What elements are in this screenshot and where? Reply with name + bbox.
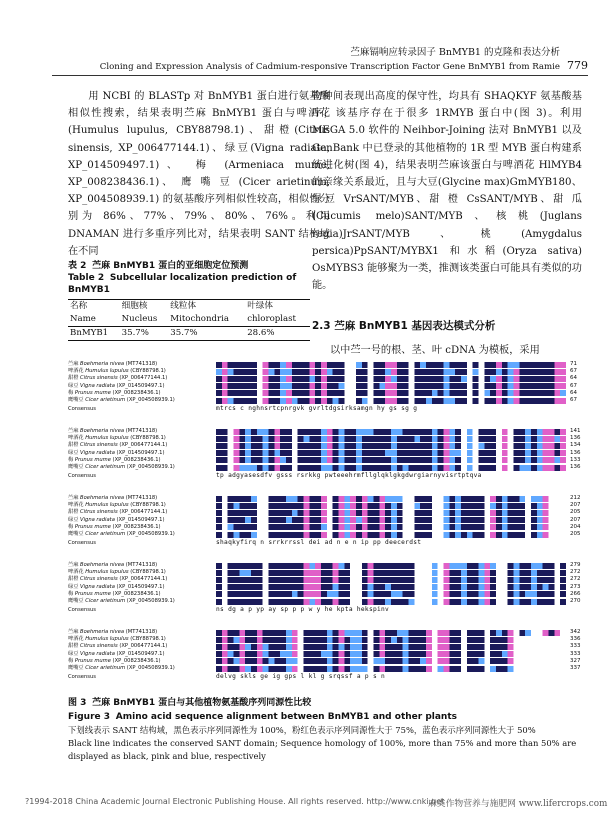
alignment-block: [68, 495, 586, 557]
cell-nucleus: 35.7%: [120, 327, 169, 341]
figure-label-cn: 图 3: [68, 698, 87, 708]
species-label: [68, 531, 175, 538]
th-mito-cn: 线粒体: [168, 300, 245, 314]
sequence-alignment-figure: [68, 361, 586, 691]
species-label: [68, 450, 165, 457]
species-latin: Boehmeria nivea: [80, 361, 125, 367]
species-label: [68, 383, 165, 390]
running-title-en: Cloning and Expression Analysis of Cadmium-responsive Transcription Factor Gene BnMYB1 from Ramie: [99, 62, 560, 72]
th-chloro-en: chloroplast: [245, 313, 310, 327]
watermark-site: 麻类作物营养与施肥网 www.lifercrops.com: [428, 799, 608, 809]
alignment-block: [68, 629, 586, 691]
species-latin: Boehmeria nivea: [80, 629, 125, 635]
section-heading: 2.3 苎麻 BnMYB1 基因表达模式分析: [312, 320, 496, 332]
figure-caption: [68, 697, 586, 763]
figure-title-cn: 苎麻 BnMYB1 蛋白与其他植物氨基酸序列同源性比较: [92, 698, 312, 708]
sequence-row: [216, 369, 566, 375]
species-cn: 苎麻: [68, 495, 81, 501]
localization-table: [68, 299, 310, 341]
species-cn: 甜橙: [68, 509, 81, 516]
species-cn: 甜橙: [68, 442, 81, 449]
species-label: [68, 457, 161, 464]
species-latin: Humulus lupulus: [85, 502, 129, 509]
species-cn: 啤酒花: [68, 569, 86, 576]
cell-chloro: 28.6%: [245, 327, 310, 341]
cell-mito: 35.7%: [168, 327, 245, 341]
species-accession: (XP_014509497.1): [114, 382, 165, 389]
species-cn: 梅: [68, 456, 75, 463]
species-latin: Boehmeria nivea: [80, 495, 125, 501]
sequence-row: [216, 436, 566, 442]
species-cn: 梅: [68, 523, 75, 530]
alignment-block: [68, 361, 586, 423]
species-accession: (XP_014509497.1): [114, 449, 165, 456]
sequence-end-number: 327: [570, 657, 581, 664]
species-accession: (XP_006477144.1): [117, 643, 168, 650]
sequence-row: [216, 591, 566, 597]
consensus-label: Consensus: [68, 473, 96, 479]
species-accession: (XP_006477144.1): [117, 442, 168, 449]
th-chloro-cn: 叶绿体: [245, 300, 310, 314]
th-name-en: Name: [68, 313, 120, 327]
species-latin: Cicer arietinum: [85, 397, 126, 403]
species-cn: 绿豆: [68, 449, 81, 456]
sequence-row: [216, 630, 566, 636]
sequence-row: [216, 465, 566, 471]
sequence-row: [216, 651, 566, 657]
sequence-end-number: 133: [570, 456, 581, 463]
figure-caption-cn-line: [68, 697, 586, 711]
running-title-cn: 苎麻镉响应转录因子 BnMYB1 的克隆和表达分析: [350, 47, 560, 58]
species-accession: (XP_008238436.1): [110, 456, 161, 463]
species-latin: Cicer arietinum: [85, 665, 126, 671]
species-cn: 梅: [68, 657, 75, 664]
species-cn: 梅: [68, 389, 75, 396]
species-label: [68, 375, 167, 382]
species-latin: Vigna radiata: [80, 516, 115, 523]
sequence-end-number: 279: [570, 562, 581, 568]
species-cn: 绿豆: [68, 516, 81, 523]
species-latin: Citrus sinensis: [80, 509, 118, 516]
sequence-end-number: 136: [570, 464, 581, 470]
species-accession: (XP_008238436.1): [110, 657, 161, 664]
sequence-end-number: 207: [570, 516, 581, 523]
sequence-end-number: 212: [570, 495, 581, 501]
page-number: 779: [567, 59, 588, 72]
species-accession: (XP_004508939.1): [125, 397, 175, 403]
species-accession: (MT741318): [124, 361, 158, 367]
species-cn: 绿豆: [68, 583, 81, 590]
sequence-row: [216, 644, 566, 650]
header-rule: [52, 75, 588, 76]
table-label-en: Table 2: [68, 273, 105, 283]
sequence-end-number: 266: [570, 590, 581, 597]
species-accession: (CBY88798.1): [128, 368, 166, 375]
species-accession: (XP_014509497.1): [114, 583, 165, 590]
species-cn: 梅: [68, 590, 75, 597]
species-label: [68, 509, 167, 516]
sequence-end-number: 272: [570, 569, 581, 576]
species-accession: (XP_014509497.1): [114, 516, 165, 523]
sequence-end-number: 205: [570, 531, 581, 537]
species-latin: Boehmeria nivea: [80, 562, 125, 568]
table-title-cn: 苎麻 BnMYB1 蛋白的亚细胞定位预测: [92, 261, 249, 271]
sequence-end-number: 67: [570, 397, 577, 403]
sequence-row: [216, 457, 566, 463]
species-latin: Prunus mume: [74, 590, 111, 597]
species-cn: 鹰嘴豆: [68, 397, 86, 403]
species-latin: Humulus lupulus: [85, 569, 129, 576]
species-latin: Humulus lupulus: [85, 368, 129, 375]
species-label: [68, 576, 167, 583]
right-paragraph: 物种间表现出高度的保守性，均具有 SHAQKYF 氨基酸基序，该基序存在于很多 1RMYB 蛋白中(图 3)。利用 MEGA 5.0 软件的 Neihbor-Joining 法对 BnMYB1 以及 GenBank 中已登录的其他植物的 1R 型 MYB 蛋白构建系统进化树(图 4)，结果表明苎麻该蛋白与啤酒花 HlMYB4 的亲缘关系最近，且与大豆(Glycine max)GmMYB180、绿豆 VrSANT/MYB、甜 橙 CsSANT/MYB、甜 瓜 (Cucumis melo)SANT/MYB、核桃(Juglans regia)JrSANT/MYB、桃(Amygdalus persica)PpSANT/MYBX1 和水稻(Oryza sativa) OsMYBS3 能够聚为一类，推测该类蛋白可能具有类似的功能。: [312, 91, 582, 292]
species-accession: (XP_006477144.1): [117, 375, 168, 382]
species-latin: Boehmeria nivea: [80, 428, 125, 434]
consensus-label: Consensus: [68, 607, 96, 613]
sequence-end-number: 67: [570, 368, 577, 375]
species-label: [68, 517, 165, 524]
sequence-row: [216, 666, 566, 672]
figure-note-en: Black line indicates the conserved SANT domain; Sequence homology of 100%, more than 75% and more than 50% are displayed as black, pink and blue, respectively: [68, 738, 577, 761]
figure-label-en: Figure 3: [68, 711, 111, 722]
species-label: [68, 524, 161, 531]
table-2: [68, 260, 310, 341]
consensus-sequence: delvg skls ge ig gps l kl g srqssf a p s n: [216, 673, 386, 680]
table-label-cn: 表 2: [68, 261, 87, 271]
species-latin: Humulus lupulus: [85, 435, 129, 442]
species-latin: Citrus sinensis: [80, 576, 118, 583]
left-column: [68, 88, 330, 260]
sequence-row: [216, 584, 566, 590]
sequence-row: [216, 517, 566, 523]
consensus-sequence: ns dg a p yp ay sp p p w y he kpta hekspinv: [216, 606, 390, 613]
species-label: [68, 591, 161, 598]
species-label: [68, 598, 175, 605]
copyright-footer: ?1994-2018 China Academic Journal Electronic Publishing House. All rights reserved. http://www.cnki.net: [25, 797, 445, 806]
species-cn: 苎麻: [68, 361, 81, 367]
consensus-sequence: mtrcs c nghnsrtcpnrgvk gvrltdgsirksamgn hy gs sg g: [216, 405, 418, 412]
species-accession: (MT741318): [124, 495, 158, 501]
sequence-end-number: 336: [570, 636, 581, 643]
species-latin: Prunus mume: [74, 657, 111, 664]
sequence-row: [216, 443, 566, 449]
section-body: 以中苎一号的根、茎、叶 cDNA 为模板，采用: [330, 345, 540, 356]
table-header-cn: [68, 300, 310, 314]
species-accession: (XP_004508939.1): [125, 665, 175, 671]
species-latin: Humulus lupulus: [85, 636, 129, 643]
species-accession: (XP_008238436.1): [110, 523, 161, 530]
species-accession: (MT741318): [124, 428, 158, 434]
species-accession: (MT741318): [124, 629, 158, 635]
sequence-row: [216, 577, 566, 583]
species-accession: (XP_004508939.1): [125, 464, 175, 470]
species-cn: 鹰嘴豆: [68, 464, 86, 470]
species-accession: (CBY88798.1): [128, 569, 166, 576]
species-label: [68, 665, 175, 672]
figure-note-cn: 下划线表示 SANT 结构域，黑色表示序列同源性为 100%，粉红色表示序列同源性大于 75%，蓝色表示序列同源性大于 50%: [68, 725, 536, 735]
table-row: [68, 327, 310, 341]
species-latin: Prunus mume: [74, 523, 111, 530]
species-cn: 苎麻: [68, 428, 81, 434]
consensus-label: Consensus: [68, 406, 96, 412]
sequence-end-number: 342: [570, 629, 581, 635]
table-caption-cn: [68, 260, 310, 272]
species-accession: (XP_008238436.1): [110, 590, 161, 597]
left-paragraph: 用 NCBI 的 BLASTp 对 BnMYB1 蛋白进行氨基酸相似性搜索，结果表明苎麻 BnMYB1 蛋白与啤酒花(Humulus lupulus, CBY88798.1)、甜橙(Citrus sinensis, XP_006477144.1)、绿豆(Vigna radiata, XP_014509497.1)、 梅 (Armeniaca mume, XP_008238436.1)、 鹰 嘴 豆 (Cicer arietinum, XP_004508939.1) 的氨基酸序列相似性较高，相似性分别为 86%、77%、79%、80%、76%。利用 DNAMAN 进行多重序列比对，结果表明 SANT 结构域在不同: [68, 91, 330, 257]
sequence-row: [216, 563, 566, 569]
sequence-end-number: 204: [570, 523, 581, 530]
sequence-row: [216, 496, 566, 502]
species-latin: Vigna radiata: [80, 382, 115, 389]
species-latin: Citrus sinensis: [80, 442, 118, 449]
species-cn: 绿豆: [68, 382, 81, 389]
species-accession: (CBY88798.1): [128, 502, 166, 509]
sequence-row: [216, 390, 566, 396]
species-latin: Citrus sinensis: [80, 643, 118, 650]
alignment-block: [68, 428, 586, 490]
species-label: [68, 464, 175, 471]
table-title-en: Subcellular localization prediction of BnMYB1: [68, 273, 297, 295]
figure-title-en: Amino acid sequence alignment between BnMYB1 and other plants: [115, 711, 457, 722]
species-label: [68, 584, 165, 591]
species-latin: Cicer arietinum: [85, 598, 126, 604]
sequence-row: [216, 510, 566, 516]
table-header-en: [68, 313, 310, 327]
species-cn: 甜橙: [68, 375, 81, 382]
species-cn: 鹰嘴豆: [68, 531, 86, 537]
species-accession: (XP_014509497.1): [114, 650, 165, 657]
species-latin: Prunus mume: [74, 456, 111, 463]
sequence-row: [216, 398, 566, 404]
sequence-end-number: 134: [570, 442, 581, 449]
consensus-sequence: tp adgyasesdfv gsss rsrkkg pwteeehrmfllglqklgkgdwrgiarnyvisrtptqva: [216, 472, 482, 479]
species-accession: (XP_004508939.1): [125, 531, 175, 537]
right-column: [312, 88, 582, 294]
species-cn: 啤酒花: [68, 502, 86, 509]
species-accession: (XP_008238436.1): [110, 389, 161, 396]
species-accession: (MT741318): [124, 562, 158, 568]
sequence-end-number: 67: [570, 382, 577, 389]
th-nucleus-cn: 细胞核: [120, 300, 169, 314]
table-caption-en: [68, 272, 310, 296]
sequence-row: [216, 637, 566, 643]
species-cn: 鹰嘴豆: [68, 665, 86, 671]
sequence-row: [216, 376, 566, 382]
species-label: [68, 390, 161, 397]
species-latin: Prunus mume: [74, 389, 111, 396]
figure-caption-en-line: [68, 711, 586, 725]
species-latin: Cicer arietinum: [85, 531, 126, 537]
sequence-row: [216, 362, 566, 368]
th-name-cn: 名称: [68, 300, 120, 314]
cell-name: BnMYB1: [68, 327, 120, 341]
species-cn: 苎麻: [68, 629, 81, 635]
sequence-row: [216, 599, 566, 605]
sequence-end-number: 136: [570, 449, 581, 456]
consensus-label: Consensus: [68, 674, 96, 680]
sequence-end-number: 207: [570, 502, 581, 509]
consensus-label: Consensus: [68, 540, 96, 546]
species-cn: 啤酒花: [68, 435, 86, 442]
sequence-end-number: 64: [570, 389, 577, 396]
species-latin: Vigna radiata: [80, 650, 115, 657]
species-cn: 啤酒花: [68, 368, 86, 375]
sequence-end-number: 273: [570, 583, 581, 590]
sequence-end-number: 337: [570, 665, 581, 671]
sequence-row: [216, 450, 566, 456]
species-cn: 甜橙: [68, 643, 81, 650]
species-accession: (XP_006477144.1): [117, 576, 168, 583]
species-label: [68, 397, 175, 404]
species-label: [68, 643, 167, 650]
sequence-end-number: 270: [570, 598, 581, 604]
sequence-end-number: 71: [570, 361, 577, 367]
species-accession: (CBY88798.1): [128, 435, 166, 442]
species-latin: Cicer arietinum: [85, 464, 126, 470]
sequence-end-number: 205: [570, 509, 581, 516]
sequence-row: [216, 524, 566, 530]
alignment-block: [68, 562, 586, 624]
species-accession: (XP_006477144.1): [117, 509, 168, 516]
sequence-row: [216, 570, 566, 576]
th-mito-en: Mitochondria: [168, 313, 245, 327]
species-cn: 啤酒花: [68, 636, 86, 643]
consensus-sequence: shaqkyfirq n srrkrrssl dei ad n e n ip pp deecerdst: [216, 539, 422, 546]
sequence-row: [216, 532, 566, 538]
species-latin: Citrus sinensis: [80, 375, 118, 382]
species-accession: (CBY88798.1): [128, 636, 166, 643]
species-label: [68, 442, 167, 449]
th-nucleus-en: Nucleus: [120, 313, 169, 327]
species-cn: 鹰嘴豆: [68, 598, 86, 604]
species-cn: 甜橙: [68, 576, 81, 583]
species-latin: Vigna radiata: [80, 449, 115, 456]
species-label: [68, 651, 165, 658]
sequence-end-number: 333: [570, 643, 581, 650]
species-latin: Vigna radiata: [80, 583, 115, 590]
sequence-row: [216, 383, 566, 389]
sequence-end-number: 136: [570, 435, 581, 442]
sequence-row: [216, 658, 566, 664]
species-cn: 绿豆: [68, 650, 81, 657]
species-accession: (XP_004508939.1): [125, 598, 175, 604]
sequence-row: [216, 503, 566, 509]
sequence-row: [216, 429, 566, 435]
species-cn: 苎麻: [68, 562, 81, 568]
sequence-end-number: 64: [570, 375, 577, 382]
sequence-end-number: 272: [570, 576, 581, 583]
sequence-end-number: 333: [570, 650, 581, 657]
species-label: [68, 658, 161, 665]
sequence-end-number: 141: [570, 428, 581, 434]
